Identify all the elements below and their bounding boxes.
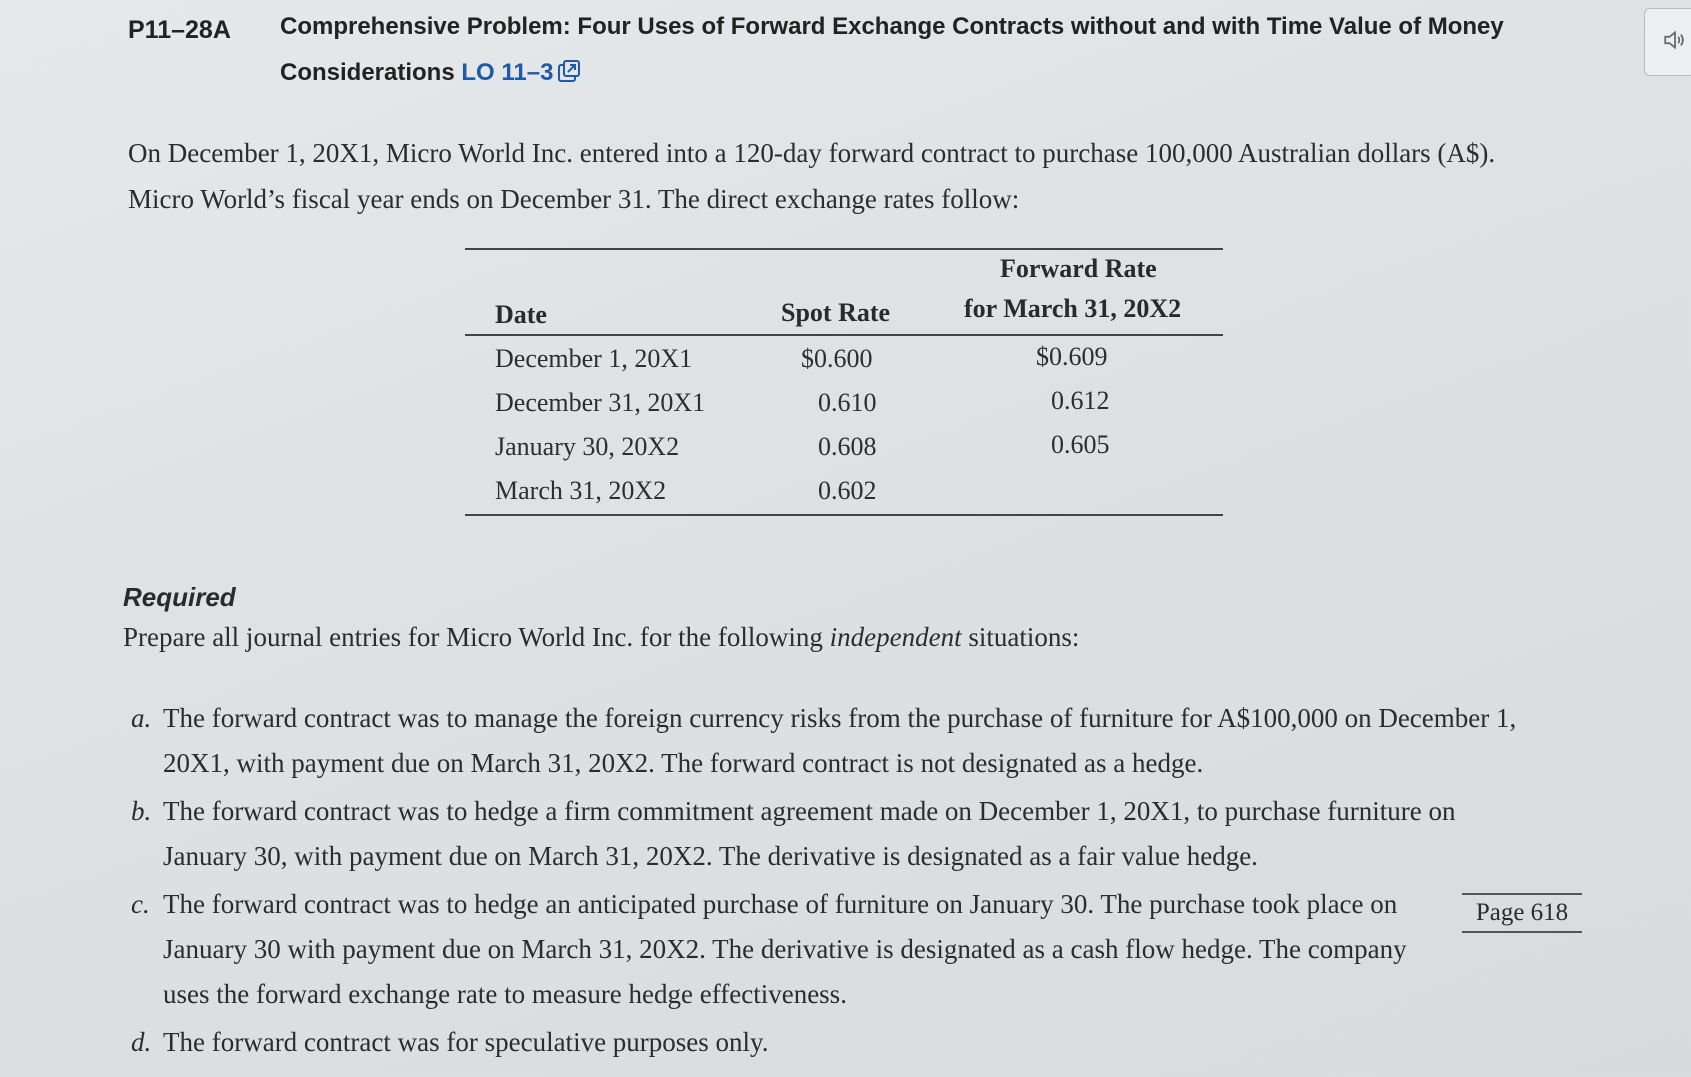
item-letter: d. [131,1027,152,1057]
intro-line-1: On December 1, 20X1, Micro World Inc. entered into a 120-day forward contract to purchase 100,000 Australian dollars (A$). [128,138,1496,168]
item-text: The forward contract was to manage the foreign currency risks from the purchase of furniture for A$100,000 on December 1, 20X1, with payment due on March 31, 20X2. The forward contract is not designated as a hedge. [163,703,1517,778]
lo-link-label[interactable]: LO 11–3 [461,59,554,86]
lo-link[interactable] [461,59,581,86]
row-forward-rate: $0.609 [1036,342,1108,371]
header-spot-rate: Spot Rate [781,298,891,327]
list-item [131,789,1581,879]
item-letter: a. [131,703,152,733]
row-spot-rate: $0.600 [801,344,873,373]
list-item [131,696,1581,786]
instruction-emphasis: independent [829,622,962,652]
speaker-icon[interactable] [1662,27,1688,58]
row-forward-rate: 0.605 [1051,430,1110,459]
problem-title [280,4,1540,99]
row-date: January 30, 20X2 [495,432,680,461]
problem-id: P11–28A [128,16,231,44]
page-number-marker: Page 618 [1462,893,1582,933]
header-forward-rate-line2: for March 31, 20X2 [964,294,1182,323]
table-bottom-rule [465,514,1223,516]
external-link-icon[interactable] [557,53,581,99]
intro-paragraph [128,130,1548,222]
instruction [123,622,1079,653]
list-item [131,1020,1581,1065]
row-spot-rate: 0.602 [818,476,877,505]
required-heading: Required [123,582,236,612]
row-forward-rate: 0.612 [1051,386,1110,415]
instruction-text-2: situations: [961,622,1080,652]
item-text: The forward contract was to hedge an anticipated purchase of furniture on January 30. The purchase took place on January 30 with payment due on March 31, 20X2. The derivative is designated as a cash flow hedge. The company uses the forward exchange rate to measure hedge effectiveness. [163,889,1407,1009]
header-rule [465,334,1223,336]
situation-list [131,696,1581,1068]
row-spot-rate: 0.610 [818,388,877,417]
row-date: March 31, 20X2 [495,476,667,505]
list-item [131,882,1581,1017]
row-date: December 31, 20X1 [495,388,706,417]
item-letter: c. [131,889,150,919]
row-spot-rate: 0.608 [818,432,877,461]
header-date: Date [495,300,547,329]
problem-title-text: Comprehensive Problem: Four Uses of Forward Exchange Contracts without and with Time Value of Money Considerations [280,13,1504,86]
row-date: December 1, 20X1 [495,344,693,373]
intro-line-2: Micro World’s fiscal year ends on December 31. The direct exchange rates follow: [128,184,1020,214]
item-text: The forward contract was to hedge a firm commitment agreement made on December 1, 20X1, to purchase furniture on January 30, with payment due on March 31, 20X2. The derivative is designated as a fair value hedge. [163,796,1456,871]
read-aloud-button[interactable] [1644,8,1691,76]
header-forward-rate-line1: Forward Rate [1000,254,1157,283]
item-text: The forward contract was for speculative purposes only. [163,1027,769,1057]
instruction-text-1: Prepare all journal entries for Micro World Inc. for the following [123,622,830,652]
item-letter: b. [131,796,152,826]
table-top-rule [465,248,1223,250]
